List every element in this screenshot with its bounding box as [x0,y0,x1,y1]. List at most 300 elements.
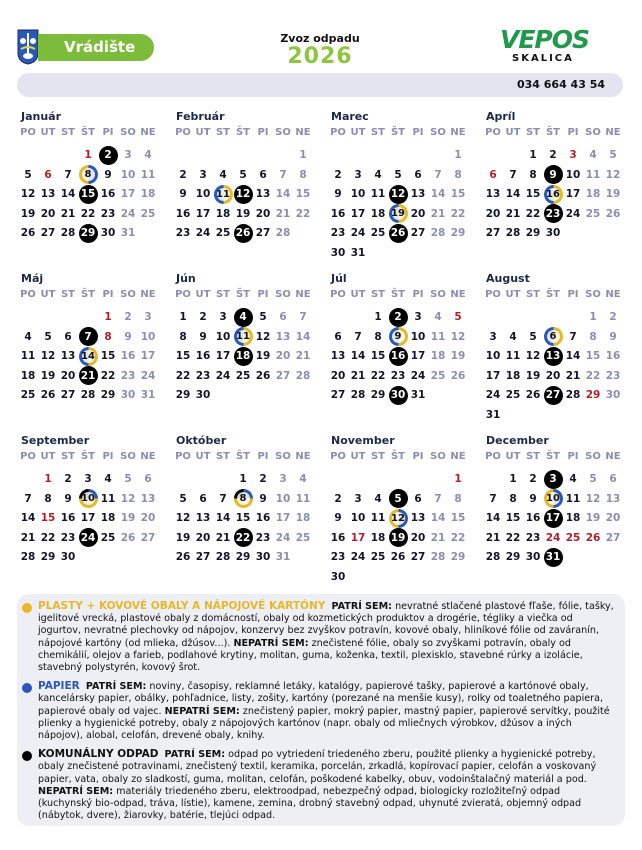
weekday-header: SO [585,127,601,138]
day: 20 [330,369,346,382]
day: 23 [255,531,271,544]
day: 21 [275,207,291,220]
day: 3 [124,149,132,162]
weekday-header: PO [175,127,191,138]
day: 25 [295,531,311,544]
pickup-marker-icon: 17 [544,509,563,528]
day: 13 [60,350,76,363]
day: 7 [299,311,307,324]
day: 26 [175,551,191,564]
weekday-header: UT [505,289,521,300]
legend-out-text: znečistené fólie, obaly so zvyškami potravín, obaly od chemikálií, olejov a farieb, podlahové krytiny, molitan, guma, koženka, textil, plexisklo, stavebné rúrky a izolácie, stavebný polystyrén, kovový šrot. [38,637,583,674]
day: 4 [509,330,517,343]
pickup-day [78,528,98,548]
day: 22 [525,207,541,220]
day: 3 [354,492,362,505]
empty-cell [483,470,503,490]
day: 11 [370,512,386,525]
empty-cell [483,308,503,328]
day: 17 [195,207,211,220]
day: 2 [549,149,557,162]
day: 4 [569,473,577,486]
page-subtitle: Zvoz odpadu [280,32,360,45]
empty-cell [213,146,233,166]
day: 11 [430,330,446,343]
day: 28 [295,369,311,382]
empty-cell [253,146,273,166]
page-title-year: 2026 [287,44,353,69]
weekday-header: ST [215,289,231,300]
weekday-header: SO [430,127,446,138]
day: 2 [334,168,342,181]
day: 6 [279,311,287,324]
pickup-marker-icon: 9 [544,165,563,184]
day: 6 [334,330,342,343]
weekday-header: PO [20,289,36,300]
weekday-header: SO [585,289,601,300]
legend-out-text: znečistený papier, mokrý papier, mastný papier, papierové servítky, použité plienky a hygienické potreby, obaly z nápojových kartónov (napr. obaly od mliečnych výrobkov, džúsov a iných nápojov), alobal, celofán, drevené obaly, knihy. [38,705,610,742]
day: 10 [195,188,211,201]
day: 28 [215,551,231,564]
month-10 [173,434,318,567]
day: 25 [565,531,581,544]
day: 1 [299,149,307,162]
pickup-marker-icon: 26 [234,224,253,243]
day: 5 [239,168,247,181]
pickup-marker-icon: 8 [234,489,253,508]
day: 6 [259,168,267,181]
weekday-header: ST [215,451,231,462]
weekday-header: UT [350,127,366,138]
day: 4 [374,168,382,181]
empty-cell [428,146,448,166]
day: 13 [330,350,346,363]
day: 27 [275,369,291,382]
month-name: Február [176,110,225,123]
day: 25 [140,207,156,220]
pickup-marker-icon: 19 [389,528,408,547]
day: 13 [275,330,291,343]
day: 14 [350,350,366,363]
legend-out-label: NEPATRÍ SEM: [233,637,309,649]
month-grid [18,450,163,567]
pickup-day [388,386,408,406]
day: 13 [195,512,211,525]
pickup-day [543,489,563,509]
empty-cell [563,308,583,328]
day: 17 [140,350,156,363]
empty-cell [348,146,368,166]
day: 24 [565,207,581,220]
weekday-header: PI [412,127,424,138]
day: 29 [100,389,116,402]
day: 28 [275,227,291,240]
legend-item-plastics [21,600,615,674]
empty-cell [173,146,193,166]
weekday-header: ST [215,127,231,138]
day: 22 [40,531,56,544]
day: 8 [454,492,462,505]
day: 30 [605,389,621,402]
day: 22 [370,369,386,382]
weekday-header: NE [295,127,311,138]
day: 5 [179,492,187,505]
pickup-day [543,548,563,568]
day: 11 [100,492,116,505]
day: 25 [370,227,386,240]
pickup-day [543,204,563,224]
day: 8 [44,492,52,505]
weekday-header: UT [195,289,211,300]
day: 13 [410,188,426,201]
weekday-header: PI [102,451,114,462]
month-grid [328,450,473,587]
legend-in-text: noviny, časopisy, reklamné letáky, katalógy, papierové tašky, papierové a kartónové obaly, kancelársky papier, obálky, pohľadnice, listy, zošity, kartóny (porezané na menšie kusy), rolky od toaletného papiera, papierové obaly od vajec. [38,681,604,717]
month-grid [483,288,628,425]
weekday-header: UT [195,127,211,138]
day: 19 [525,369,541,382]
pickup-marker-icon: 2 [99,146,118,165]
day: 18 [565,512,581,525]
empty-cell [18,308,38,328]
day: 1 [44,473,52,486]
day: 1 [239,473,247,486]
weekday-header: PI [567,127,579,138]
weekday-header: SO [120,127,136,138]
day: 8 [589,330,597,343]
day: 11 [140,168,156,181]
weekday-header: PO [330,127,346,138]
day: 2 [124,311,132,324]
pickup-marker-icon: 24 [79,528,98,547]
empty-cell [388,470,408,490]
month-5 [18,272,163,405]
pickup-marker-icon: 3 [544,470,563,489]
day: 26 [525,389,541,402]
weekday-header: PO [20,451,36,462]
weekday-header: ŠT [545,289,561,300]
day: 21 [215,531,231,544]
day: 18 [140,188,156,201]
weekday-header: SO [585,451,601,462]
empty-cell [428,470,448,490]
weekday-header: NE [140,289,156,300]
day: 29 [235,551,251,564]
empty-cell [18,470,38,490]
pickup-day [388,528,408,548]
day: 25 [235,369,251,382]
weekday-header: NE [605,127,621,138]
day: 12 [525,350,541,363]
pickup-marker-icon: 9 [389,327,408,346]
day: 11 [505,350,521,363]
pickup-marker-icon: 14 [79,347,98,366]
empty-cell [213,470,233,490]
weekday-header: PO [20,127,36,138]
day: 11 [565,492,581,505]
day: 4 [589,149,597,162]
day: 1 [104,311,112,324]
day: 23 [525,531,541,544]
day: 30 [100,227,116,240]
town-name: Vrádište [38,34,154,61]
pickup-day [543,470,563,490]
weekday-header: SO [275,289,291,300]
day: 21 [295,350,311,363]
day: 19 [40,369,56,382]
day: 4 [144,149,152,162]
day: 2 [529,473,537,486]
day: 13 [410,512,426,525]
day: 16 [255,512,271,525]
day: 11 [585,168,601,181]
pickup-day [388,327,408,347]
pickup-day [388,204,408,224]
day: 30 [545,227,561,240]
month-2 [173,110,318,243]
day: 20 [140,512,156,525]
day: 28 [565,389,581,402]
weekday-header: PI [102,127,114,138]
day: 26 [120,531,136,544]
pickup-day [233,224,253,244]
vepos-logo [500,25,620,72]
day: 21 [565,369,581,382]
day: 7 [434,168,442,181]
month-4 [483,110,628,243]
day: 5 [454,311,462,324]
pickup-marker-icon: 10 [544,489,563,508]
day: 7 [279,168,287,181]
day: 19 [255,350,271,363]
day: 12 [175,512,191,525]
day: 10 [485,350,501,363]
day: 18 [295,512,311,525]
legend-in-text: odpad po vytriedení triedeného zberu, použité plienky a hygienické potreby, obaly znečistené potravinami, znečistený textil, keramika, porcelán, zrkadlá, kopírovací papier, celofán a voskovaný papier, vata, obaly zo sladkostí, guma, molitan, celofán, poškodené kabelky, obuv, vodoinštalačný materiál a pod. [38,749,597,785]
legend-out-label: NEPATRÍ SEM: [164,705,240,717]
day: 15 [585,350,601,363]
weekday-header: PI [412,289,424,300]
day: 23 [120,369,136,382]
day: 29 [40,551,56,564]
day: 30 [120,389,136,402]
day: 24 [120,207,136,220]
day: 23 [605,369,621,382]
day: 10 [275,492,291,505]
day: 20 [275,350,291,363]
weekday-header: ST [60,289,76,300]
month-name: Marec [331,110,369,123]
day: 7 [219,492,227,505]
pickup-marker-icon: 31 [544,548,563,567]
pickup-day [543,185,563,205]
weekday-header: PO [175,451,191,462]
day: 1 [84,149,92,162]
day: 2 [179,168,187,181]
day: 28 [430,227,446,240]
day: 24 [350,551,366,564]
empty-cell [193,146,213,166]
day: 24 [410,369,426,382]
weekday-header: ŠT [545,127,561,138]
pickup-day [78,165,98,185]
day: 27 [40,227,56,240]
month-grid [173,126,318,243]
pickup-day [388,347,408,367]
empty-cell [328,470,348,490]
day: 18 [430,350,446,363]
month-grid [328,126,473,263]
weekday-header: PO [485,451,501,462]
day: 11 [20,350,36,363]
day: 2 [259,473,267,486]
day: 30 [60,551,76,564]
legend-title: PAPIER [38,680,80,693]
pickup-day [543,327,563,347]
day: 23 [100,207,116,220]
month-12 [483,434,628,567]
weekday-header: PI [257,127,269,138]
day: 3 [84,473,92,486]
day: 1 [509,473,517,486]
weekday-header: ŠT [390,451,406,462]
day: 4 [219,168,227,181]
day: 21 [430,207,446,220]
day: 3 [354,168,362,181]
day: 6 [414,168,422,181]
pickup-marker-icon: 27 [544,386,563,405]
day: 9 [124,330,132,343]
weekday-header: ŠT [545,451,561,462]
day: 1 [529,149,537,162]
day: 27 [485,227,501,240]
weekday-header: ŠT [80,289,96,300]
weekday-header: SO [275,451,291,462]
day: 8 [529,168,537,181]
legend-title: PLASTY + KOVOVÉ OBALY A NÁPOJOVÉ KARTÓNY [38,600,326,612]
day: 15 [505,512,521,525]
empty-cell [78,308,98,328]
day: 16 [100,188,116,201]
day: 10 [120,168,136,181]
day: 6 [144,473,152,486]
pickup-marker-icon: 5 [389,489,408,508]
day: 29 [585,389,601,402]
day: 21 [350,369,366,382]
month-grid [18,288,163,405]
weekday-header: SO [120,289,136,300]
day: 21 [20,531,36,544]
month-name: Január [21,110,62,123]
weekday-header: NE [140,451,156,462]
day: 31 [120,227,136,240]
weekday-header: ST [525,127,541,138]
legend-title: KOMUNÁLNY ODPAD [38,748,159,761]
day: 17 [410,350,426,363]
day: 22 [505,531,521,544]
day: 29 [450,551,466,564]
pickup-marker-icon: 12 [389,509,408,528]
pickup-day [78,327,98,347]
day: 10 [350,512,366,525]
month-name: December [486,434,549,447]
day: 29 [525,227,541,240]
day: 16 [525,512,541,525]
weekday-header: ŠT [80,127,96,138]
month-grid [483,450,628,567]
weekday-header: UT [40,127,56,138]
weekday-header: UT [195,451,211,462]
day: 28 [430,551,446,564]
day: 26 [605,207,621,220]
weekday-header: NE [295,451,311,462]
day: 20 [195,531,211,544]
day: 22 [175,369,191,382]
day: 10 [140,330,156,343]
weekday-header: ST [525,451,541,462]
day: 5 [609,149,617,162]
day: 25 [215,227,231,240]
pickup-day [388,489,408,509]
day: 21 [430,531,446,544]
pickup-marker-icon: 12 [234,185,253,204]
day: 14 [565,350,581,363]
pickup-marker-icon: 16 [389,347,408,366]
day: 19 [175,531,191,544]
day: 26 [585,531,601,544]
day: 16 [60,512,76,525]
phone-number[interactable]: 034 664 43 54 [516,78,605,91]
day: 20 [410,531,426,544]
day: 30 [255,551,271,564]
day: 31 [275,551,291,564]
day: 24 [545,531,561,544]
pickup-day [388,509,408,529]
month-6 [173,272,318,405]
day: 12 [585,492,601,505]
day: 29 [450,227,466,240]
weekday-header: NE [450,289,466,300]
day: 24 [195,227,211,240]
day: 29 [370,389,386,402]
day: 16 [330,207,346,220]
day: 8 [509,492,517,505]
day: 17 [275,512,291,525]
day: 27 [195,551,211,564]
weekday-header: SO [430,451,446,462]
pickup-marker-icon: 16 [544,185,563,204]
day: 6 [414,492,422,505]
day: 14 [20,512,36,525]
weekday-header: NE [140,127,156,138]
pickup-marker-icon: 15 [79,185,98,204]
day: 8 [179,330,187,343]
weekday-header: PI [257,451,269,462]
empty-cell [273,146,293,166]
empty-cell [503,146,523,166]
day: 5 [259,311,267,324]
pickup-marker-icon: 22 [234,528,253,547]
day: 2 [334,492,342,505]
empty-cell [388,146,408,166]
day: 12 [605,168,621,181]
day: 26 [255,369,271,382]
pickup-marker-icon: 10 [79,489,98,508]
day: 22 [585,369,601,382]
weekday-header: SO [430,289,446,300]
day: 17 [215,350,231,363]
day: 5 [394,168,402,181]
